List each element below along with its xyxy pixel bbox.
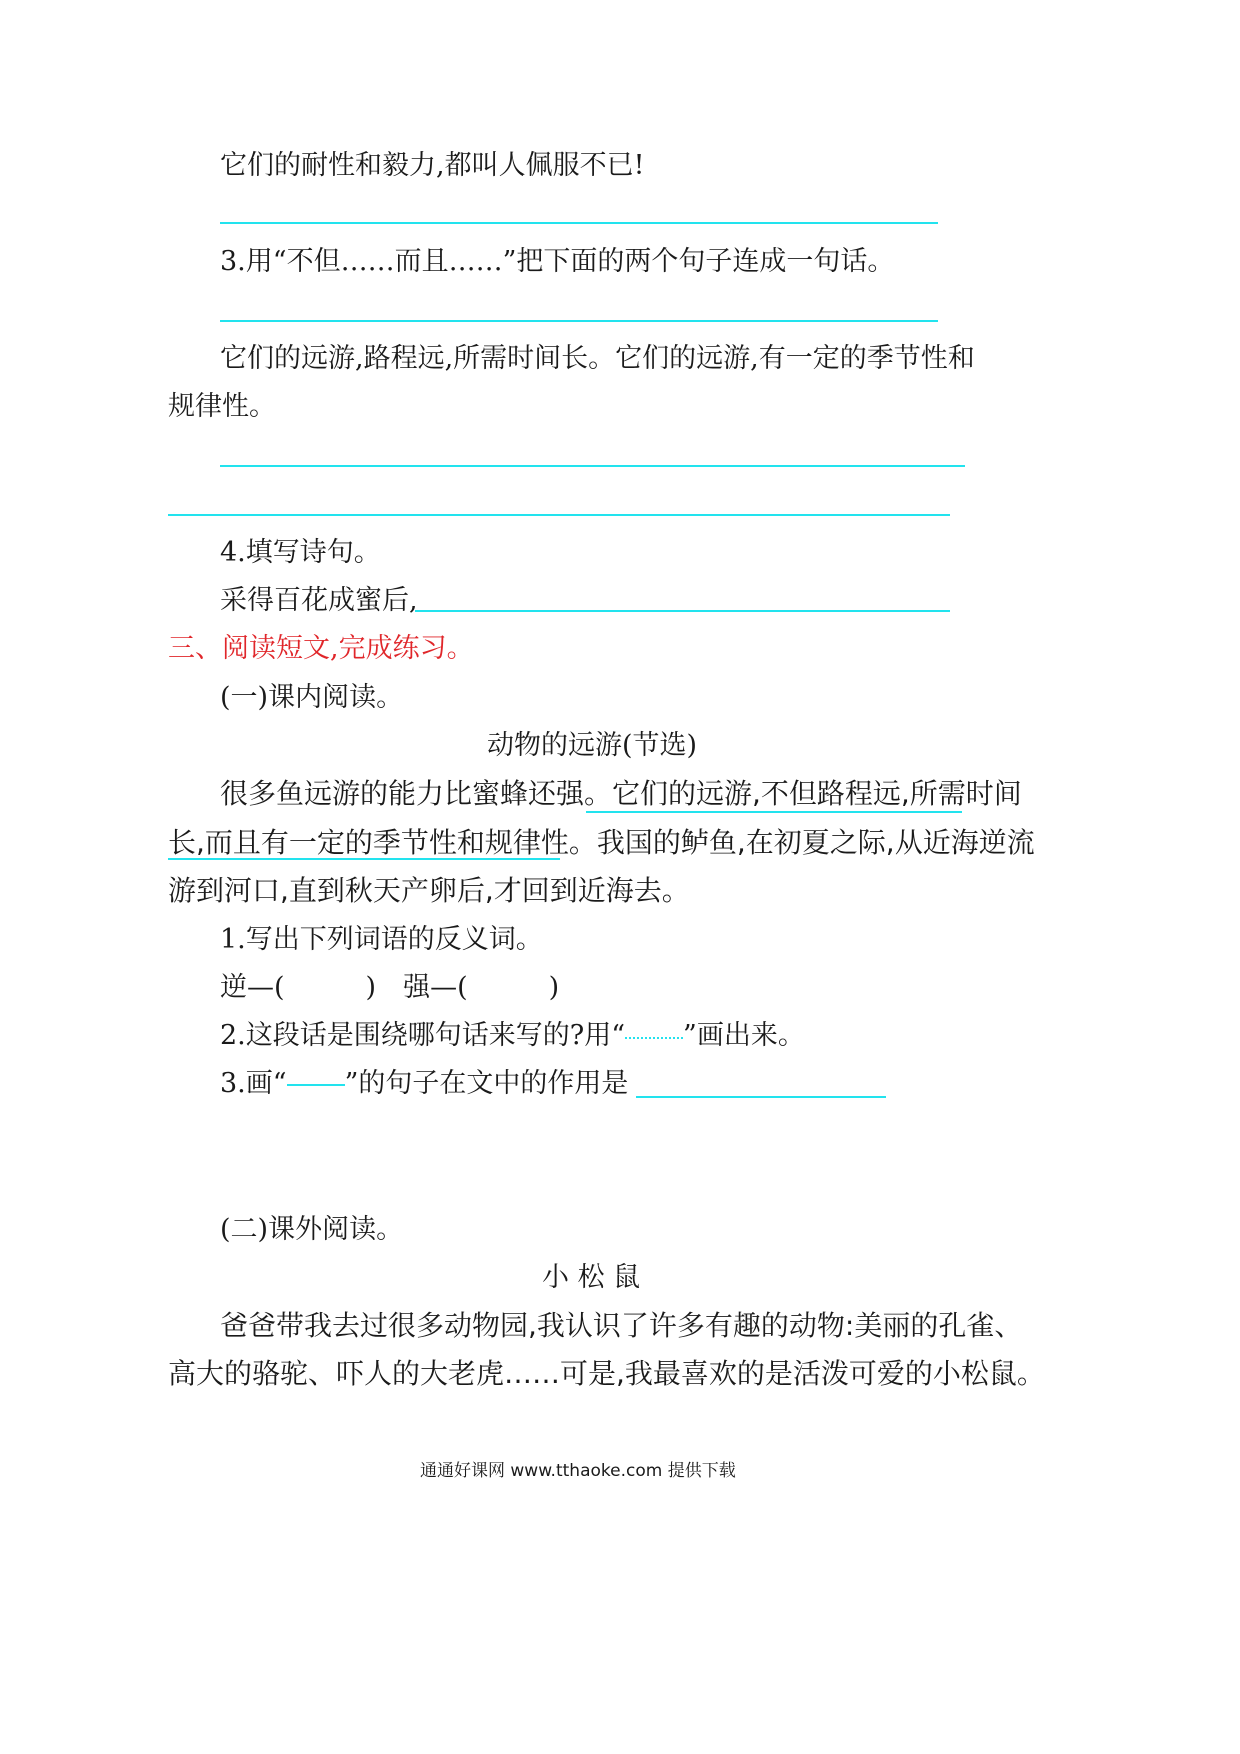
part2-para-line2: 高大的骆驼、吓人的大老虎……可是,我最喜欢的是活泼可爱的小松鼠。	[168, 1357, 1045, 1390]
answer-line-2[interactable]	[220, 320, 938, 322]
continuation-sentence: 它们的耐性和毅力,都叫人佩服不已!	[220, 150, 645, 181]
part1-para-line1: 很多鱼远游的能力比蜜蜂还强。它们的远游,不但路程远,所需时间	[220, 777, 1022, 810]
q3-sentence-line2: 规律性。	[168, 391, 276, 422]
function-answer-line[interactable]	[636, 1096, 886, 1098]
part1-q3	[220, 1070, 628, 1097]
part1-q2	[220, 1022, 805, 1049]
underline-sentence-b	[168, 858, 560, 860]
wavy-line-mark	[625, 1034, 683, 1039]
straight-line-mark	[287, 1083, 345, 1086]
q4-poem-prefix: 采得百花成蜜后,	[220, 585, 418, 616]
q4-instruction: 4.填写诗句。	[220, 537, 381, 568]
part1-q1: 1.写出下列词语的反义词。	[220, 924, 543, 955]
part1-para-line3: 游到河口,直到秋天产卵后,才回到近海去。	[168, 874, 690, 907]
answer-line-4[interactable]	[168, 514, 950, 516]
part1-para-line2: 长,而且有一定的季节性和规律性。我国的鲈鱼,在初夏之际,从近海逆流	[168, 826, 1035, 859]
answer-line-3[interactable]	[220, 465, 965, 467]
section3-heading: 三、阅读短文,完成练习。	[168, 633, 474, 664]
q3-sentence-line1: 它们的远游,路程远,所需时间长。它们的远游,有一定的季节性和	[220, 343, 975, 374]
part1-title: 动物的远游(节选)	[487, 730, 698, 761]
part1-q3-prefix: 3.画“	[220, 1068, 287, 1099]
q3-instruction: 3.用“不但……而且……”把下面的两个句子连成一句话。	[220, 246, 895, 277]
poem-answer-line[interactable]	[415, 610, 950, 612]
answer-line-1[interactable]	[220, 222, 938, 224]
part1-q3-suffix: ”的句子在文中的作用是	[344, 1068, 629, 1099]
footer-credit: 通通好课网 www.tthaoke.com 提供下载	[420, 1461, 736, 1481]
part1-q2-suffix: ”画出来。	[683, 1020, 805, 1051]
underline-sentence-a	[586, 811, 962, 813]
part1-q2-prefix: 2.这段话是围绕哪句话来写的?用“	[220, 1020, 626, 1051]
part2-title: 小 松 鼠	[542, 1262, 641, 1293]
part2-label: (二)课外阅读。	[220, 1214, 404, 1245]
part2-para-line1: 爸爸带我去过很多动物园,我认识了许多有趣的动物:美丽的孔雀、	[220, 1309, 1023, 1342]
part1-q1-antonyms: 逆—( ) 强—( )	[220, 972, 560, 1003]
part1-label: (一)课内阅读。	[220, 682, 404, 713]
